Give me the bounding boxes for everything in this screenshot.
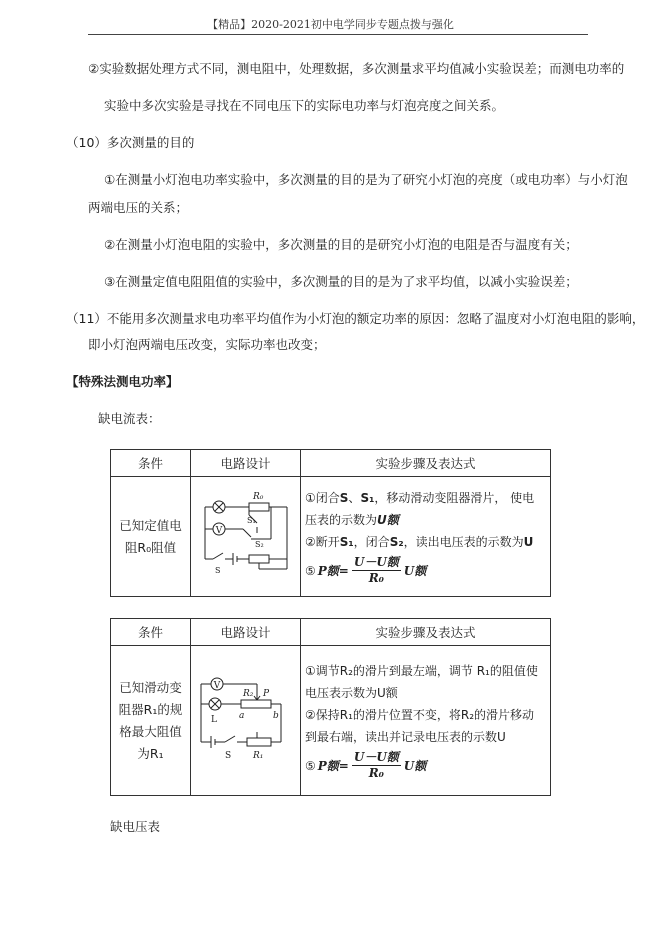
- step-2-line-2: 到最右端，读出并记录电压表的示数U: [305, 730, 506, 744]
- method-table-2: [110, 618, 551, 796]
- section-11-line-1: （11）不能用多次测量求电功率平均值作为小灯泡的额定功率的原因：忽略了温度对小灯泡电阻的影响，: [66, 311, 645, 326]
- header-circuit: 电路设计: [191, 619, 301, 646]
- label-v: V: [213, 681, 221, 691]
- step-1-line-1: ①调节R₂的滑片到最左端，调节 R₁的阻值使: [305, 664, 538, 678]
- header-condition: 条件: [111, 619, 191, 646]
- condition-line: 已知滑动变: [119, 679, 182, 695]
- steps-cell: [301, 646, 551, 796]
- condition-line: 格最大阻值: [119, 723, 182, 739]
- paragraph-2-line-2: 实验中多次实验是寻找在不同电压下的实际电功率与灯泡亮度之间关系。: [104, 98, 505, 113]
- special-method-heading: 【特殊法测电功率】: [66, 374, 179, 389]
- label-s2: S₂: [255, 540, 264, 549]
- table-row: [111, 646, 551, 796]
- header-circuit: 电路设计: [191, 450, 301, 477]
- label-b: b: [273, 711, 279, 721]
- circuit-diagram-2: [191, 646, 301, 792]
- section-10-item-3: ③在测量定值电阻阻值的实验中，多次测量的目的是为了求平均值，以减小实验误差；: [104, 274, 578, 289]
- header-steps: 实验步骤及表达式: [301, 450, 551, 477]
- condition-cell: [111, 477, 191, 597]
- condition-line: 已知定值电: [119, 517, 182, 533]
- table-header-row: [111, 450, 551, 477]
- label-l: L: [211, 715, 217, 725]
- method-table-1: [110, 449, 551, 597]
- condition-line: 为R₁: [137, 745, 164, 761]
- label-p: P: [263, 689, 270, 699]
- label-a: a: [239, 711, 245, 721]
- section-10-item-1-line-2: 两端电压的关系；: [88, 200, 189, 215]
- step-1-line-2: 压表的示数为U额: [305, 513, 399, 527]
- paragraph-2-line-1: ②实验数据处理方式不同，测电阻中，处理数据，多次测量求平均值减小实验误差；而测电功率的: [88, 61, 625, 76]
- page-header: 【精品】2020-2021初中电学同步专题点拨与强化: [207, 18, 454, 31]
- step-1-line-2: 电压表示数为U额: [305, 686, 398, 700]
- step-1-line-1: ①闭合S、S₁，移动滑动变阻器滑片， 使电: [305, 491, 535, 505]
- label-r0: R₀: [253, 492, 264, 502]
- step-2: ②断开S₁，闭合S₂，读出电压表的示数为U: [305, 535, 534, 549]
- table-row: [111, 477, 551, 597]
- condition-cell: [111, 646, 191, 796]
- label-s1: S₁: [247, 516, 256, 525]
- label-s: S: [225, 751, 232, 761]
- missing-ammeter-label: 缺电流表：: [98, 411, 161, 426]
- label-r2: R₂: [243, 689, 254, 699]
- power-formula: ⑤ P额= $\frac{\text{U－U额}}{\text{R₀}}$ U额: [305, 555, 427, 585]
- header-condition: 条件: [111, 450, 191, 477]
- circuit-cell: [191, 646, 301, 796]
- step-2-line-1: ②保持R₁的滑片位置不变，将R₂的滑片移动: [305, 708, 535, 722]
- header-divider: [88, 34, 588, 35]
- condition-line: 阻器R₁的规: [118, 701, 183, 717]
- table-header-row: [111, 619, 551, 646]
- missing-voltmeter-label: 缺电压表: [110, 819, 161, 834]
- power-formula: ⑤ P额= $\frac{\text{U－U额}}{\text{R₀}}$ U额: [305, 750, 427, 780]
- steps-cell: [301, 477, 551, 597]
- label-r1: R₁: [253, 751, 264, 761]
- section-10-item-1-line-1: ①在测量小灯泡电功率实验中，多次测量的目的是为了研究小灯泡的亮度（或电功率）与小灯泡: [104, 172, 628, 187]
- label-s: S: [215, 566, 221, 575]
- section-10-item-2: ②在测量小灯泡电阻的实验中，多次测量的目的是研究小灯泡的电阻是否与温度有关；: [104, 237, 578, 252]
- header-steps: 实验步骤及表达式: [301, 619, 551, 646]
- circuit-diagram-1: [191, 477, 301, 593]
- section-10-title: （10）多次测量的目的: [66, 135, 195, 150]
- section-11-line-2: 即小灯泡两端电压改变，实际功率也改变；: [88, 337, 326, 352]
- svg-text:V: V: [215, 526, 223, 536]
- circuit-cell: [191, 477, 301, 597]
- condition-line: 阻R₀阻值: [124, 539, 177, 555]
